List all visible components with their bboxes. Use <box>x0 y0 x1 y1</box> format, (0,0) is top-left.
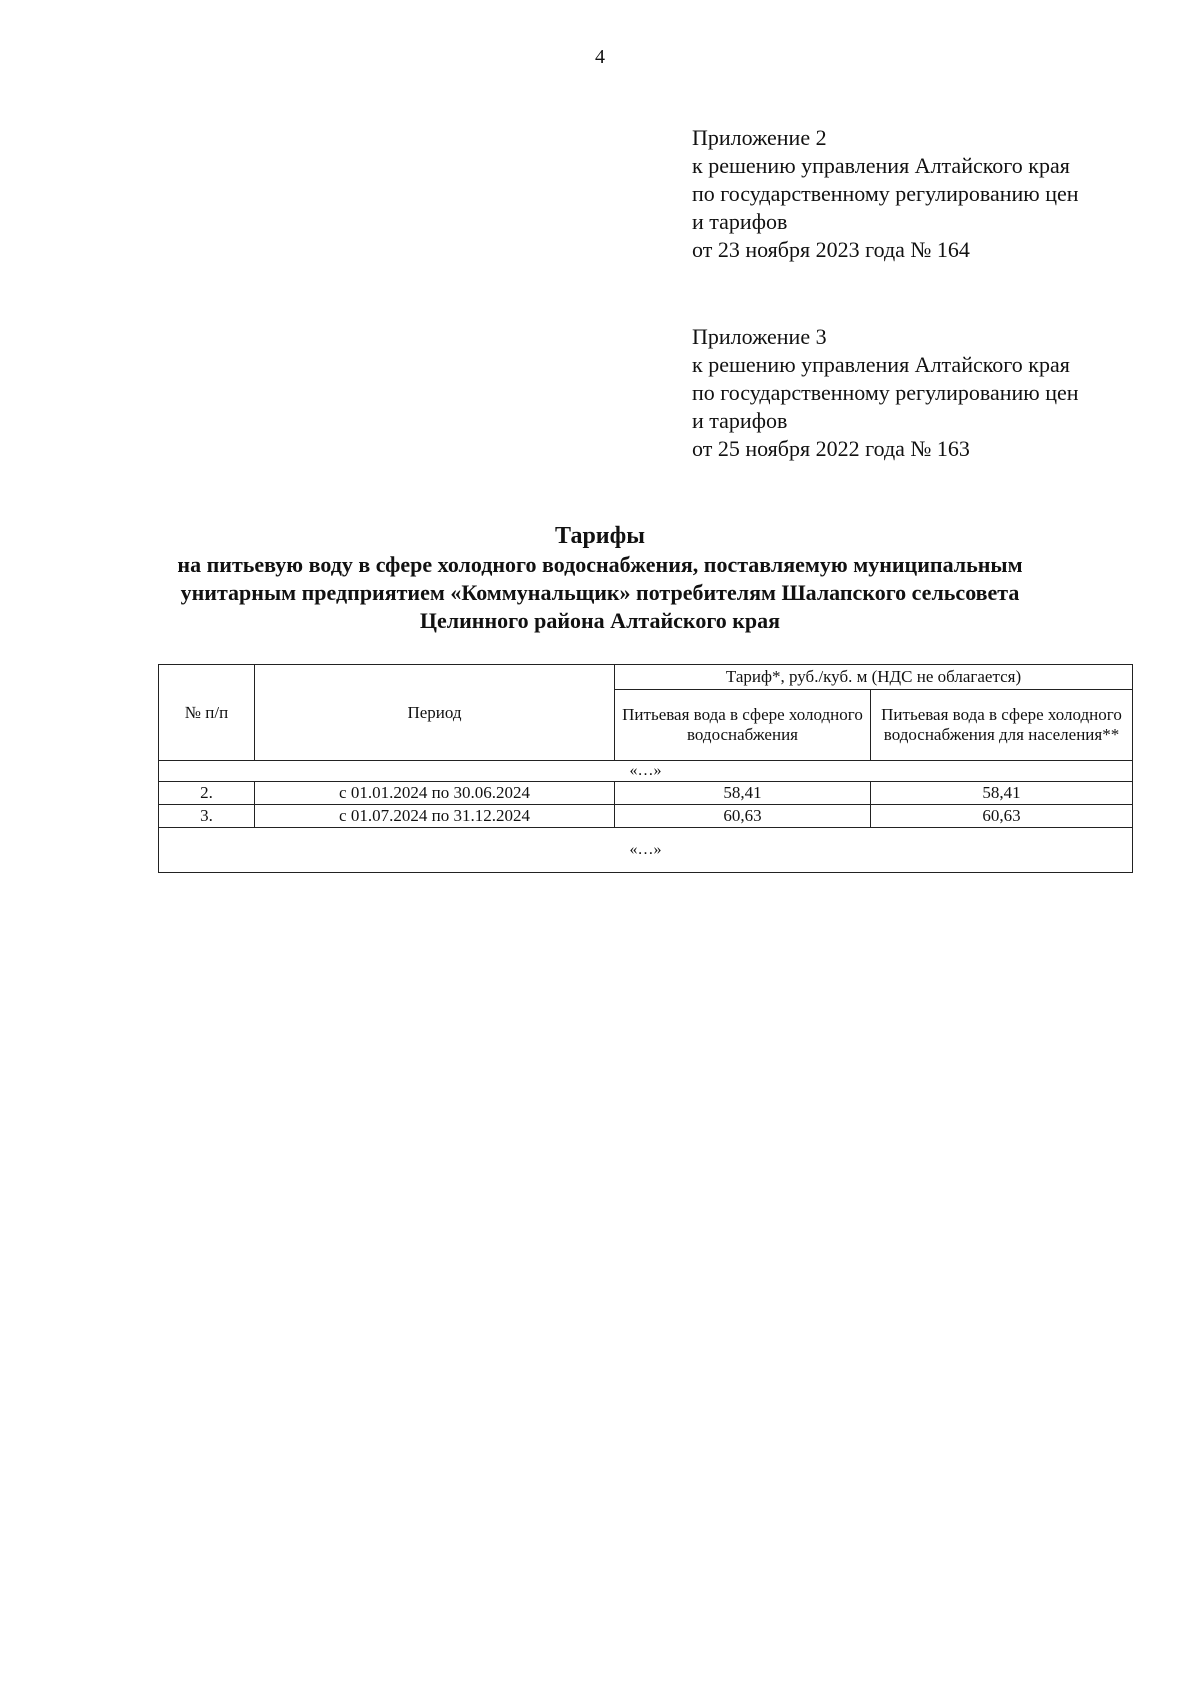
row-period: с 01.07.2024 по 31.12.2024 <box>255 805 615 828</box>
title-line: на питьевую воду в сфере холодного водоснабжения, поставляемую муниципальным <box>177 552 1023 577</box>
title-line: унитарным предприятием «Коммунальщик» потребителям Шалапского сельсовета <box>180 580 1020 605</box>
appendix-2-line: от 23 ноября 2023 года № 164 <box>692 237 970 262</box>
row-number: 2. <box>159 782 255 805</box>
appendix-3-line: к решению управления Алтайского края <box>692 352 1070 377</box>
row-number: 3. <box>159 805 255 828</box>
table-header-row <box>159 665 1133 690</box>
page-number: 4 <box>595 46 605 68</box>
appendix-3-line: Приложение 3 <box>692 324 827 349</box>
document-title <box>150 522 1050 635</box>
header-tariff: Тариф*, руб./куб. м (НДС не облагается) <box>615 665 1133 690</box>
table-row <box>159 805 1133 828</box>
ellipsis-row <box>159 828 1133 873</box>
appendix-3-line: от 25 ноября 2022 года № 163 <box>692 436 970 461</box>
title-main: Тарифы <box>555 523 645 549</box>
header-drinking-water-population: Питьевая вода в сфере холодного водоснабжения для населения** <box>871 690 1133 761</box>
appendix-2-line: по государственному регулированию цен <box>692 181 1079 206</box>
row-tariff-1: 60,63 <box>615 805 871 828</box>
table-row <box>159 782 1133 805</box>
appendix-3-line: по государственному регулированию цен <box>692 380 1079 405</box>
row-tariff-2: 58,41 <box>871 782 1133 805</box>
appendix-2-line: Приложение 2 <box>692 125 827 150</box>
ellipsis-top: «…» <box>159 761 1133 782</box>
tariff-table <box>158 664 1133 873</box>
appendix-2-line: к решению управления Алтайского края <box>692 153 1070 178</box>
appendix-3-line: и тарифов <box>692 408 788 433</box>
appendix-3-block <box>692 323 1172 463</box>
row-tariff-2: 60,63 <box>871 805 1133 828</box>
appendix-2-block <box>692 124 1172 264</box>
appendix-2-line: и тарифов <box>692 209 788 234</box>
header-drinking-water: Питьевая вода в сфере холодного водоснабжения <box>615 690 871 761</box>
header-number: № п/п <box>159 665 255 761</box>
row-period: с 01.01.2024 по 30.06.2024 <box>255 782 615 805</box>
row-tariff-1: 58,41 <box>615 782 871 805</box>
ellipsis-row <box>159 761 1133 782</box>
ellipsis-bottom: «…» <box>159 828 1133 873</box>
title-line: Целинного района Алтайского края <box>419 608 781 633</box>
header-period: Период <box>255 665 615 761</box>
